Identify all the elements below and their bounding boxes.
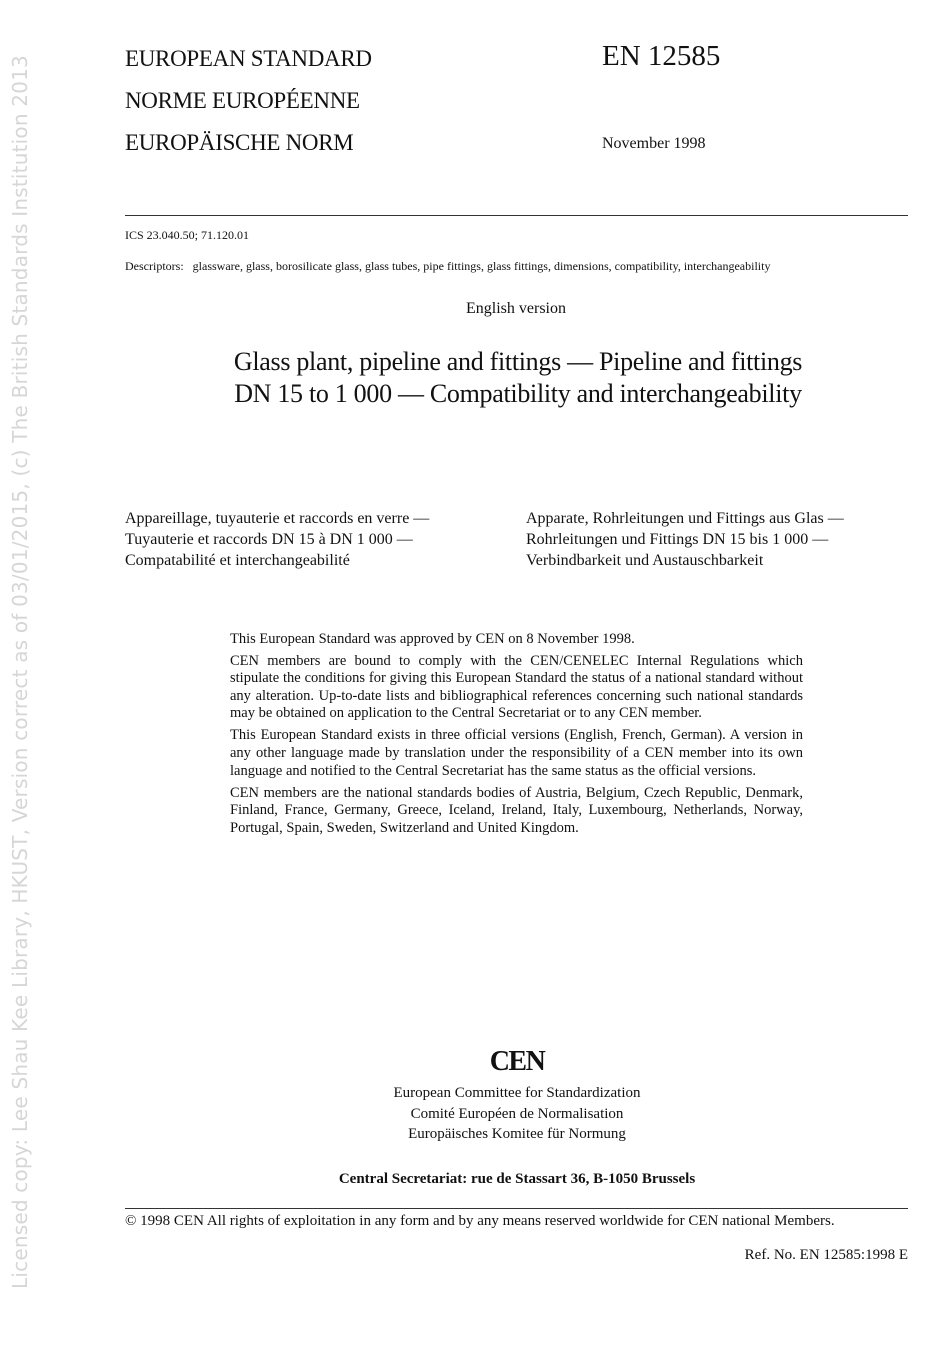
reference-number: Ref. No. EN 12585:1998 E [744, 1247, 908, 1263]
french-title [125, 508, 429, 571]
cen-organisation-names [0, 1083, 950, 1145]
watermark-text: Licensed copy: Lee Shau Kee Library, HKUST, Version correct as of 03/01/2015, (c) The British Standards Institution 2013 [8, 55, 32, 1289]
cen-name-german: Europäisches Komitee für Normung [408, 1126, 626, 1142]
title-line-2: DN 15 to 1 000 — Compatibility and interchangeability [234, 379, 802, 408]
cen-logo: CEN [489, 1046, 545, 1077]
header-europaische-norm: EUROPÄISCHE NORM [125, 130, 354, 155]
descriptors-label: Descriptors: [125, 259, 184, 273]
standard-number: EN 12585 [602, 40, 721, 72]
approval-statement [230, 631, 803, 842]
footer-divider [125, 1208, 908, 1209]
german-title-line: Apparate, Rohrleitungen und Fittings aus Glas — [526, 510, 844, 527]
german-title [526, 508, 844, 571]
german-title-line: Verbindbarkeit und Austauschbarkeit [526, 552, 764, 569]
document-title [0, 346, 950, 410]
french-title-line: Tuyauterie et raccords DN 15 à DN 1 000 — [125, 531, 413, 548]
approval-paragraph: This European Standard was approved by CEN on 8 November 1998. [230, 631, 635, 647]
french-title-line: Compatabilité et interchangeabilité [125, 552, 350, 569]
cen-name-english: European Committee for Standardization [393, 1085, 641, 1101]
header-norme-europeenne: NORME EUROPÉENNE [125, 88, 360, 113]
publication-date: November 1998 [602, 135, 706, 152]
copyright-notice: © 1998 CEN All rights of exploitation in any form and by any means reserved worldwide for CEN national Members. [125, 1213, 835, 1229]
german-title-line: Rohrleitungen und Fittings DN 15 bis 1 000 — [526, 531, 829, 548]
approval-paragraph: CEN members are the national standards bodies of Austria, Belgium, Czech Republic, Denmark, Finland, France, Germany, Greece, Iceland, Ireland, Italy, Luxembourg, Netherlands, Norway, Portugal, Spain, Sweden, Switzerland and United Kingdom. [230, 784, 803, 836]
header-european-standard: EUROPEAN STANDARD [125, 46, 372, 71]
ics-codes: ICS 23.040.50; 71.120.01 [125, 228, 250, 242]
approval-paragraph: CEN members are bound to comply with the CEN/CENELEC Internal Regulations which stipulate the conditions for giving this European Standard the status of a national standard without any alteration. Up-to-date lists and bibliographical references concerning such national standards may be obtained on application to the Central Secretariat or to any CEN member. [230, 652, 803, 722]
approval-paragraph: This European Standard exists in three official versions (English, French, German). A version in any other language made by translation under the responsibility of a CEN member into its own language and notified to the Central Secretariat has the same status as the official versions. [230, 727, 803, 779]
title-line-1: Glass plant, pipeline and fittings — Pipeline and fittings [233, 347, 803, 376]
french-title-line: Appareillage, tuyauterie et raccords en verre — [125, 510, 430, 527]
version-label: English version [466, 300, 566, 317]
header-divider [125, 215, 908, 216]
descriptors-list: glassware, glass, borosilicate glass, glass tubes, pipe fittings, glass fittings, dimensions, compatibility, interchangeability [192, 259, 771, 273]
cen-name-french: Comité Européen de Normalisation [410, 1105, 624, 1122]
descriptors-line [125, 259, 770, 274]
central-secretariat-address: Central Secretariat: rue de Stassart 36, B-1050 Brussels [338, 1171, 696, 1187]
